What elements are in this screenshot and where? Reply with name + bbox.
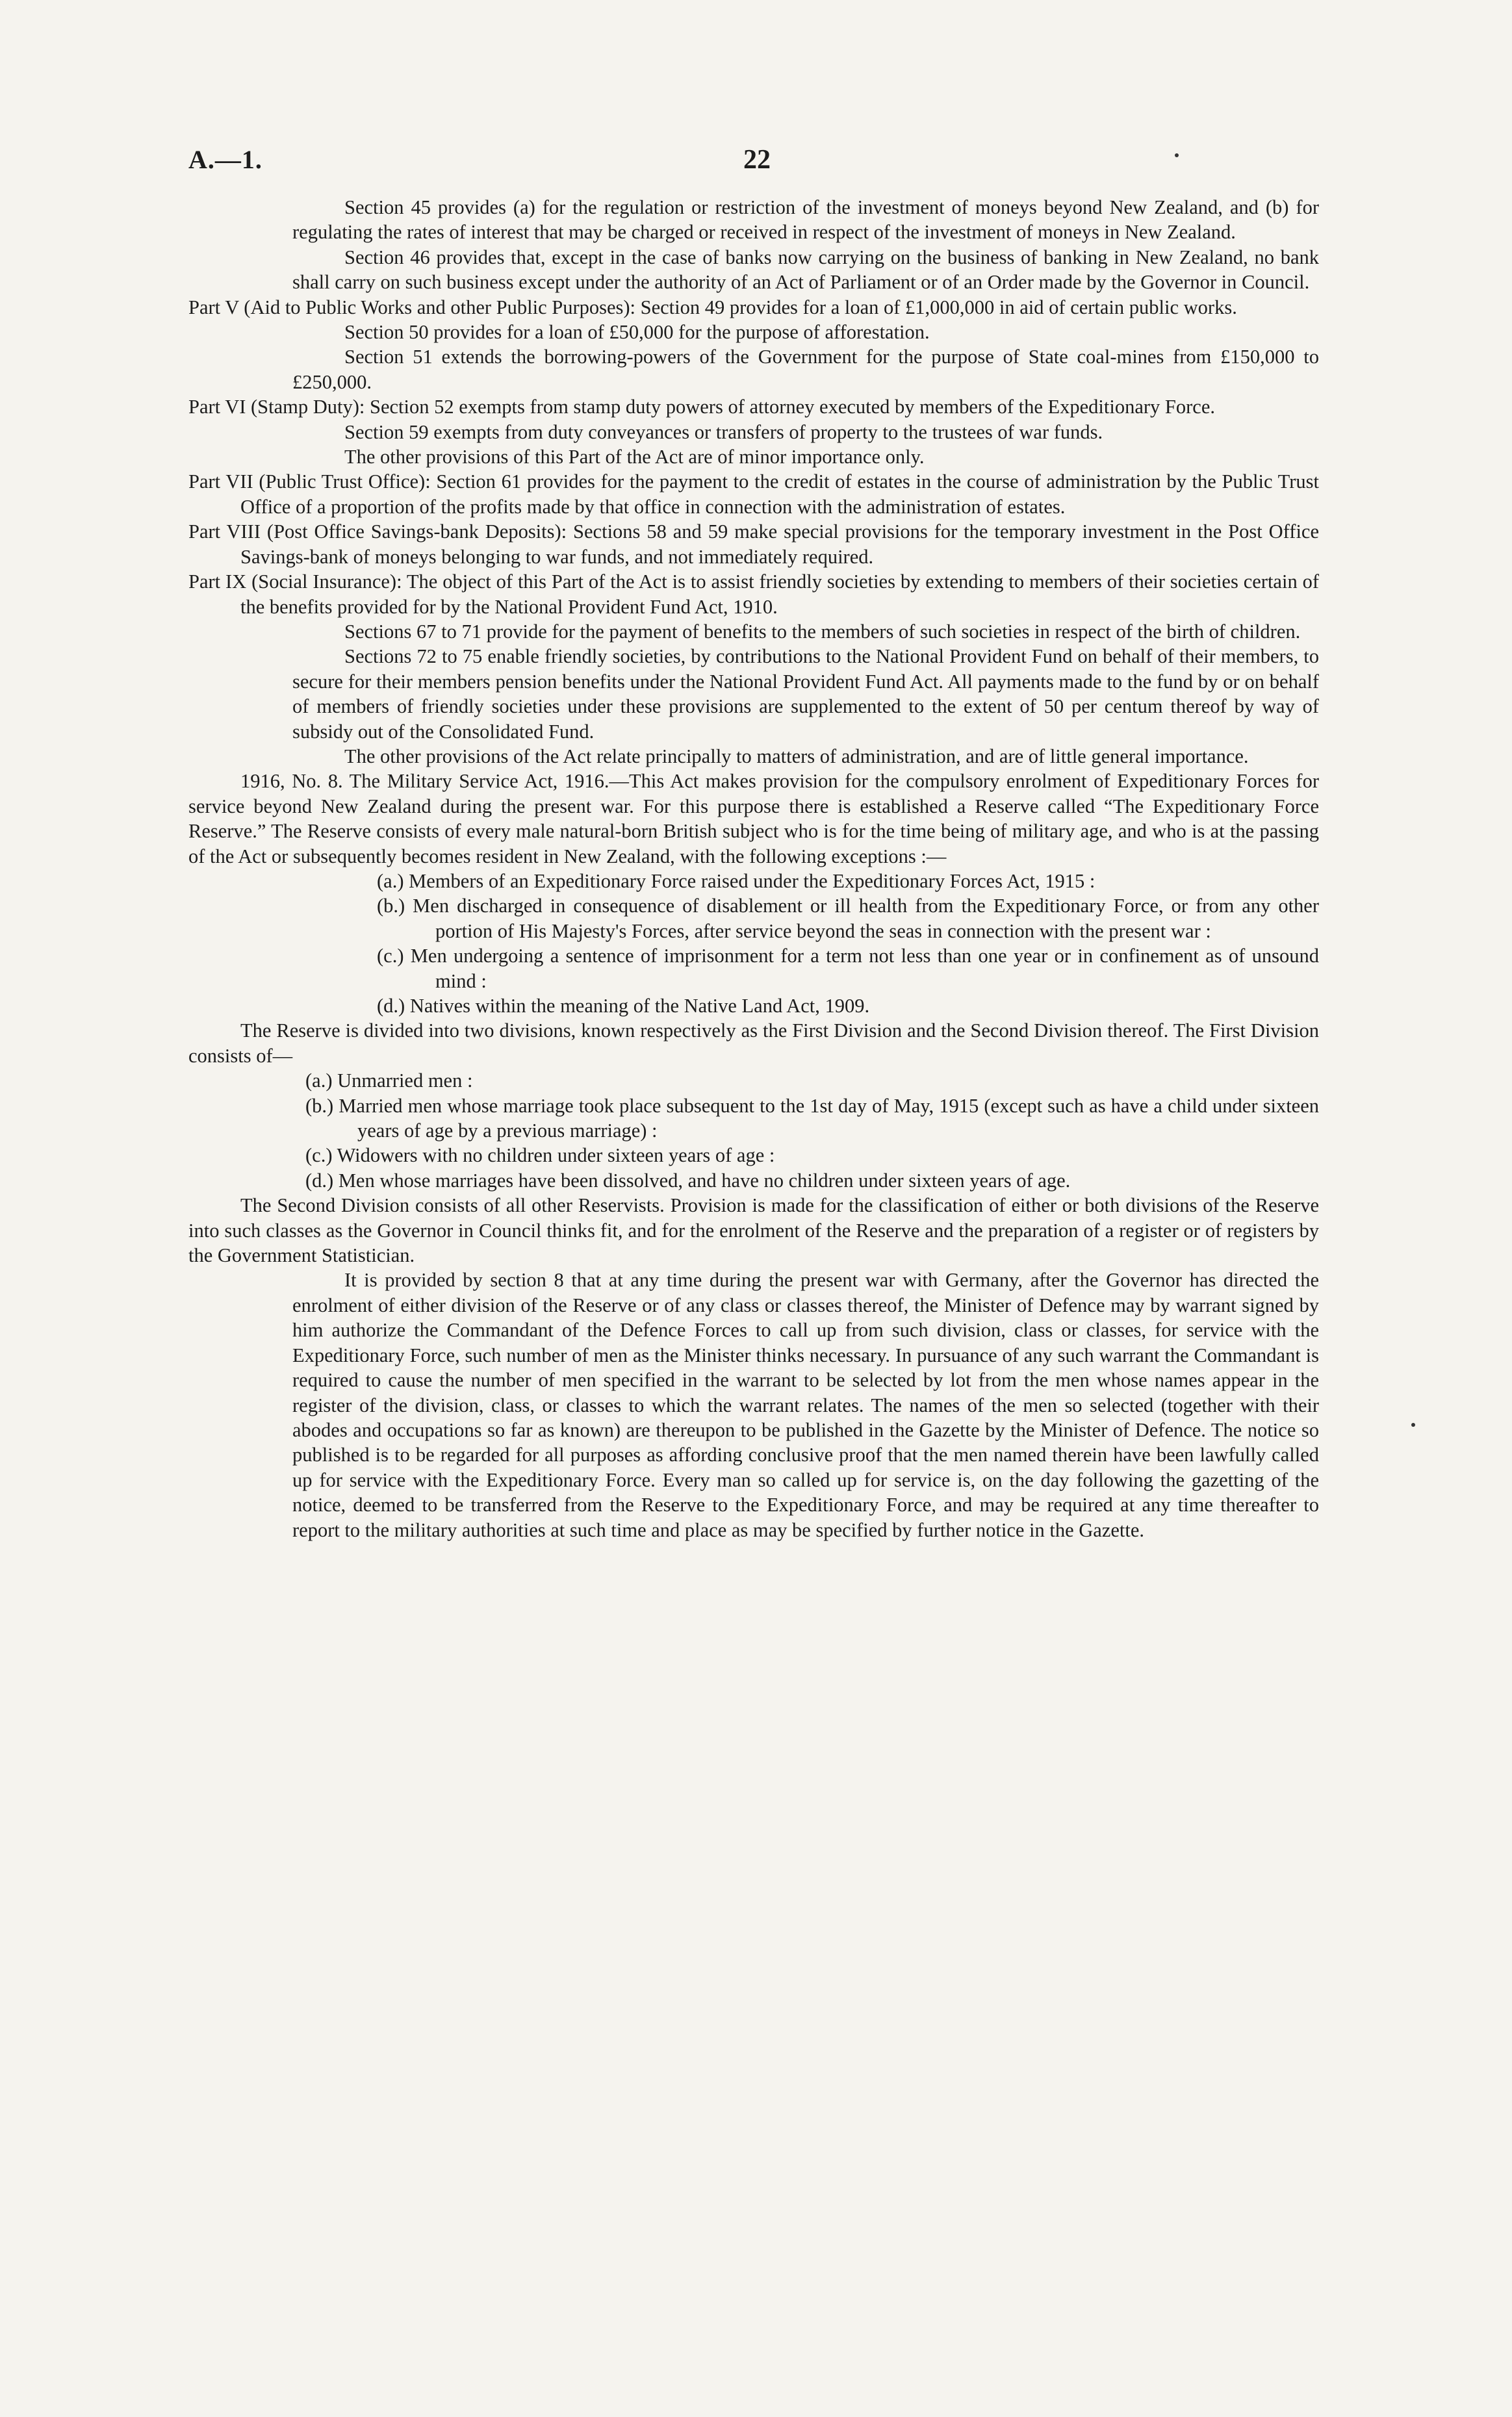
page-number: 22 [743, 145, 771, 175]
document-body [188, 195, 1319, 1542]
paragraph: Part VI (Stamp Duty): Section 52 exempts from stamp duty powers of attorney executed by members of the Expeditionary Force. [188, 396, 1215, 418]
paragraph: Section 59 exempts from duty conveyances or transfers of property to the trustees of war funds. [344, 420, 1103, 443]
list-item: (a.) Members of an Expeditionary Force raised under the Expeditionary Forces Act, 1915 : [377, 869, 1096, 892]
page-header [188, 144, 1326, 183]
paragraph: Section 51 extends the borrowing-powers of the Government for the purpose of State coal-mines from £150,000 to £250,000. [292, 346, 1319, 393]
page-reference: A.—1. [188, 145, 263, 174]
list-item: (c.) Widowers with no children under sixteen years of age : [305, 1144, 775, 1167]
paragraph: Part IX (Social Insurance): The object of this Part of the Act is to assist friendly societies by extending to members of their societies certain of the benefits provided for by the National Provident Fund Act, 1910. [188, 570, 1319, 618]
paragraph: Sections 67 to 71 provide for the payment of benefits to the members of such societies in respect of the birth of children. [344, 620, 1301, 643]
paragraph: Part VIII (Post Office Savings-bank Deposits): Sections 58 and 59 make special provisions for the temporary investment in the Post Office Savings-bank of moneys belonging to war funds, and not immediately required. [188, 520, 1319, 568]
stray-mark [1411, 1423, 1415, 1427]
list-item: (b.) Men discharged in consequence of disablement or ill health from the Expeditionary Force, or from any other portion of His Majesty's Forces, after service beyond the seas in connection with the present war : [377, 895, 1319, 942]
paragraph: Part VII (Public Trust Office): Section 61 provides for the payment to the credit of estates in the course of administration by the Public Trust Office of a proportion of the profits made by that office in connection with the administration of estates. [188, 470, 1319, 518]
paragraph: Sections 72 to 75 enable friendly societies, by contributions to the National Provident Fund on behalf of their members, to secure for their members pension benefits under the National Provident Fund Act. All payments made to the fund by or on behalf of members of friendly societies under these provisions are supplemented to the extent of 50 per centum thereof by way of subsidy out of the Consolidated Fund. [292, 645, 1319, 743]
paragraph: Part V (Aid to Public Works and other Public Purposes): Section 49 provides for a loan of £1,000,000 in aid of certain public works. [188, 296, 1237, 318]
paragraph: Section 45 provides (a) for the regulation or restriction of the investment of moneys beyond New Zealand, and (b) for regulating the rates of interest that may be charged or received in respect of the investment of moneys in New Zealand. [292, 196, 1319, 244]
paragraph: The other provisions of the Act relate principally to matters of administration, and are of little general importance. [344, 745, 1249, 767]
paragraph: 1916, No. 8. The Military Service Act, 1916.—This Act makes provision for the compulsory enrolment of Expeditionary Forces for service beyond New Zealand during the present war. For this purpose there is established a Reserve called “The Expeditionary Force Reserve.” The Reserve consists of every male natural-born British subject who is for the time being of military age, and who is at the passing of the Act or subsequently becomes resident in New Zealand, with the following exceptions :— [188, 770, 1319, 867]
paragraph: The other provisions of this Part of the Act are of minor importance only. [344, 446, 925, 468]
paragraph: Section 46 provides that, except in the case of banks now carrying on the business of banking in New Zealand, no bank shall carry on such business except under the authority of an Act of Parliament or of an Order made by the Governor in Council. [292, 246, 1319, 294]
list-item: (b.) Married men whose marriage took place subsequent to the 1st day of May, 1915 (except such as have a child under sixteen years of age by a previous marriage) : [305, 1094, 1319, 1142]
list-item: (c.) Men undergoing a sentence of imprisonment for a term not less than one year or in confinement as of unsound mind : [377, 945, 1319, 992]
paragraph: The Second Division consists of all other Reservists. Provision is made for the classification of either or both divisions of the Reserve into such classes as the Governor in Council thinks fit, and for the enrolment of the Reserve and the preparation of a register or of registers by the Government Statistician. [188, 1194, 1319, 1267]
list-item: (a.) Unmarried men : [305, 1069, 473, 1092]
paragraph: The Reserve is divided into two divisions, known respectively as the First Division and the Second Division thereof. The First Division consists of— [188, 1019, 1319, 1067]
list-item: (d.) Men whose marriages have been dissolved, and have no children under sixteen years of age. [305, 1169, 1071, 1192]
paragraph: Section 50 provides for a loan of £50,000 for the purpose of afforestation. [344, 321, 930, 344]
stray-mark [1175, 153, 1179, 157]
paragraph: It is provided by section 8 that at any time during the present war with Germany, after the Governor has directed the enrolment of either division of the Reserve or of any class or classes thereof, the Minister of Defence may by warrant signed by him authorize the Commandant of the Defence Forces to call up from such division, class or classes, for service with the Expeditionary Force, such number of men as the Minister thinks necessary. In pursuance of any such warrant the Commandant is required to cause the number of men specified in the warrant to be selected by lot from the men whose names appear in the register of the division, class, or classes to which the warrant relates. The names of the men so selected (together with their abodes and occupations so far as known) are thereupon to be published in the Gazette by the Minister of Defence. The notice so published is to be regarded for all purposes as affording conclusive proof that the men named therein have been lawfully called up for service with the Expeditionary Force. Every man so called up for service is, on the day following the gazetting of the notice, deemed to be transferred from the Reserve to the Expeditionary Force, and may be required at any time thereafter to report to the military authorities at such time and place as may be specified by further notice in the Gazette. [292, 1269, 1319, 1541]
list-item: (d.) Natives within the meaning of the Native Land Act, 1909. [377, 995, 870, 1017]
